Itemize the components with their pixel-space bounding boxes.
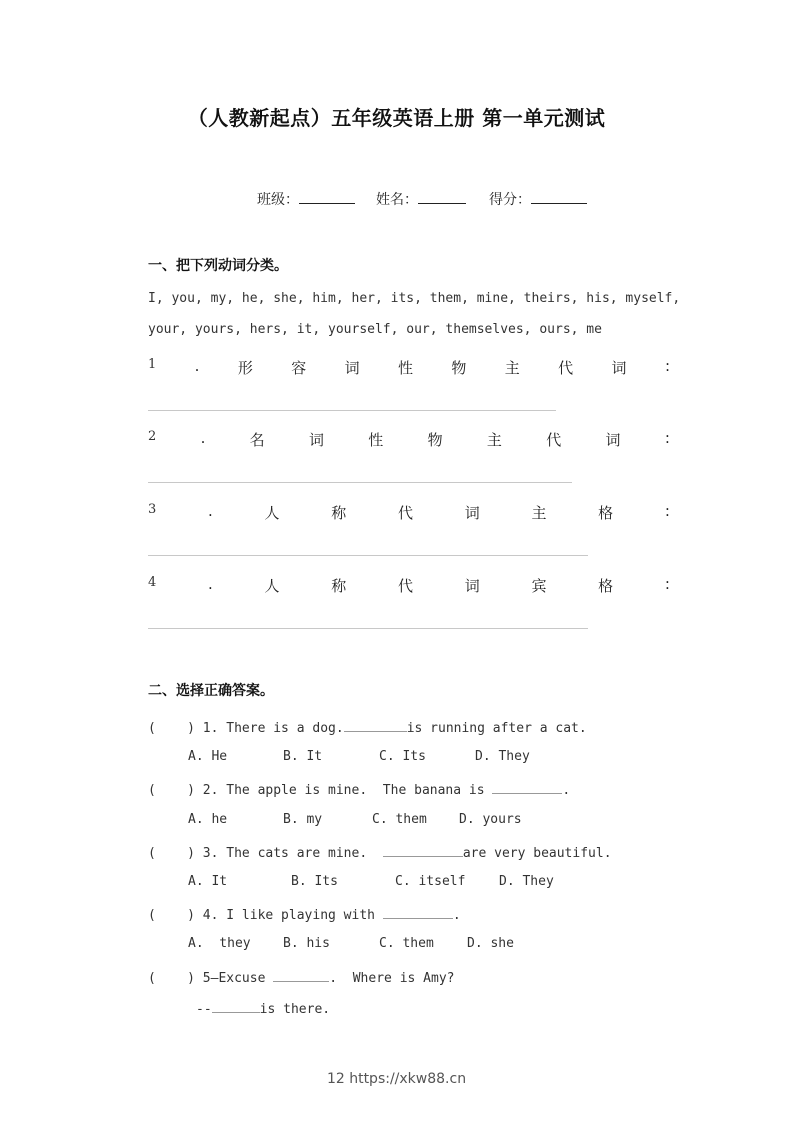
category-2-answer-line[interactable] [148, 482, 572, 483]
option-a: A. he [188, 812, 228, 827]
option-b: B. Its [291, 874, 338, 889]
option-c: C. them [379, 936, 434, 951]
option-d: D. she [467, 936, 514, 951]
option-d: D. They [475, 749, 530, 764]
option-a: A. they [188, 936, 251, 951]
question-2: ( ) 2. The apple is mine. The banana is . [148, 780, 570, 798]
score-label: 得分： [489, 192, 531, 208]
category-3-answer-line[interactable] [148, 555, 588, 556]
question-3: ( ) 3. The cats are mine. are very beautiful. [148, 843, 612, 861]
category-1-label: 1 . 形 容 词 性 物 主 代 词 : [148, 357, 670, 377]
answer-paren[interactable]: ( ) [148, 721, 195, 736]
answer-paren[interactable]: ( ) [148, 783, 195, 798]
option-c: C. Its [379, 749, 426, 764]
page-footer: 12 https://xkw88.cn [326, 1071, 467, 1087]
category-2-label: 2 . 名 词 性 物 主 代 词 : [148, 429, 670, 449]
option-b: B. It [283, 749, 323, 764]
option-d: D. They [499, 874, 554, 889]
class-blank[interactable] [299, 189, 355, 204]
option-b: B. my [283, 812, 323, 827]
option-c: C. itself [395, 874, 466, 889]
fill-blank[interactable] [212, 999, 260, 1013]
fill-blank[interactable] [383, 843, 463, 857]
category-3-label: 3 . 人 称 代 词 主 格 : [148, 502, 670, 522]
answer-paren[interactable]: ( ) [148, 846, 195, 861]
fill-blank[interactable] [492, 780, 562, 794]
category-4-answer-line[interactable] [148, 628, 588, 629]
score-field [489, 189, 587, 209]
word-list-line-1: I, you, my, he, she, him, her, its, them, mine, theirs, his, myself, [148, 291, 681, 306]
category-1-answer-line[interactable] [148, 410, 556, 411]
name-label: 姓名： [376, 192, 418, 208]
class-label: 班级： [257, 192, 299, 208]
page-title: （人教新起点）五年级英语上册 第一单元测试 [187, 106, 606, 130]
name-field [376, 189, 466, 209]
answer-paren[interactable]: ( ) [148, 971, 195, 986]
category-4-label: 4 . 人 称 代 词 宾 格 : [148, 575, 670, 595]
fill-blank[interactable] [344, 718, 407, 732]
question-5-reply: -- is there. [196, 999, 330, 1017]
option-b: B. his [283, 936, 330, 951]
class-field [257, 189, 355, 209]
name-blank[interactable] [418, 189, 466, 204]
option-a: A. It [188, 874, 228, 889]
fill-blank[interactable] [273, 968, 329, 982]
question-5: ( ) 5—Excuse . Where is Amy? [148, 968, 454, 986]
score-blank[interactable] [531, 189, 587, 204]
question-1: ( ) 1. There is a dog. is running after a cat. [148, 718, 587, 736]
word-list-line-2: your, yours, hers, it, yourself, our, themselves, ours, me [148, 322, 602, 337]
option-c: C. them [372, 812, 427, 827]
question-4: ( ) 4. I like playing with . [148, 905, 461, 923]
answer-paren[interactable]: ( ) [148, 908, 195, 923]
section-1-heading: 一、把下列动词分类。 [148, 258, 288, 274]
section-2-heading: 二、选择正确答案。 [148, 683, 274, 699]
option-a: A. He [188, 749, 228, 764]
fill-blank[interactable] [383, 905, 453, 919]
option-d: D. yours [459, 812, 522, 827]
